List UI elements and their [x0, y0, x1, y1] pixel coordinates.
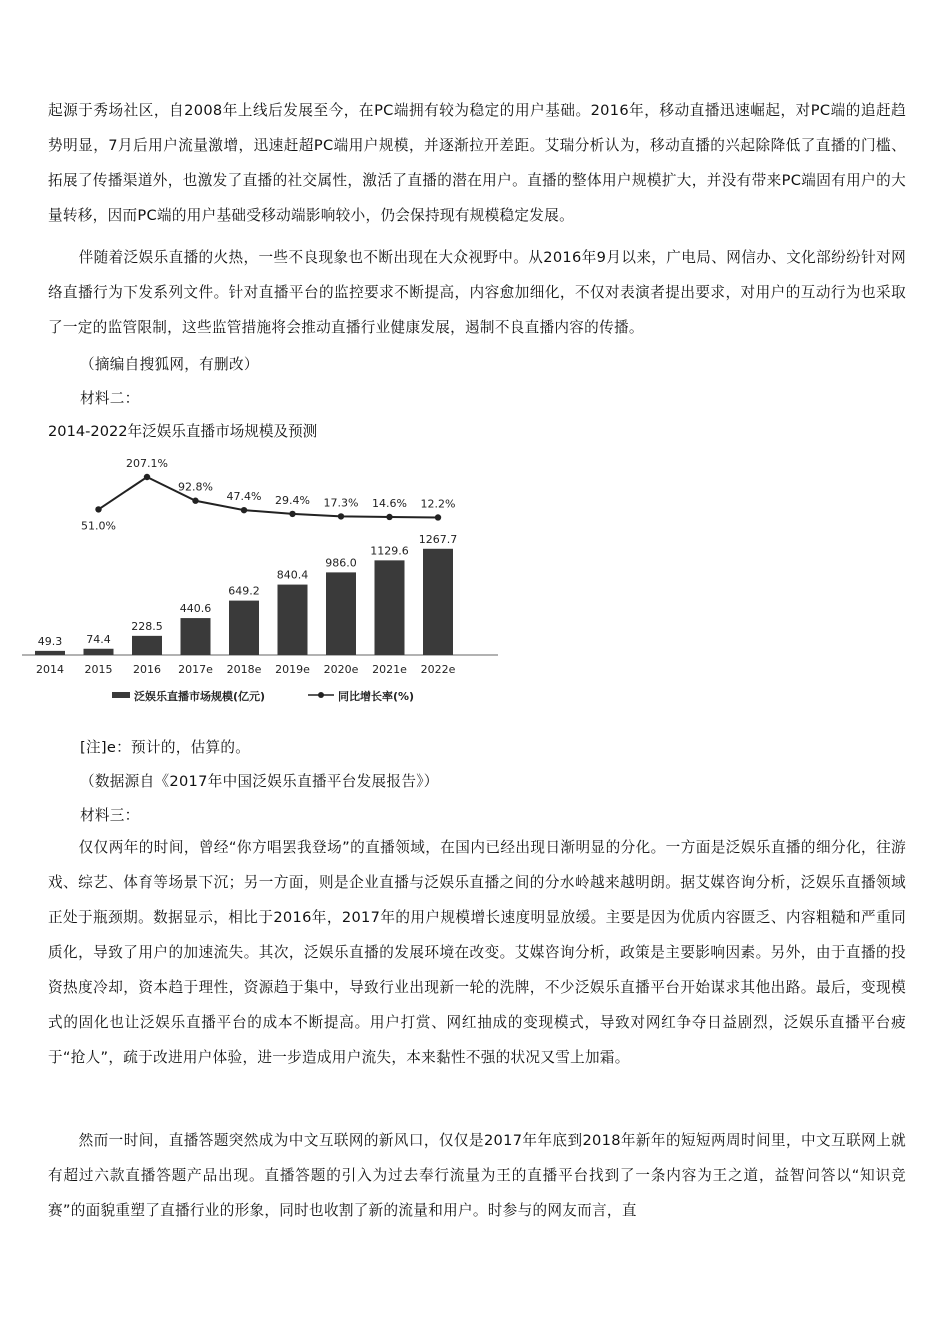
x-tick-label: 2022e	[420, 663, 456, 676]
x-tick-label: 2018e	[226, 663, 262, 676]
bar-2017e	[181, 618, 211, 655]
legend-line-marker	[318, 692, 324, 698]
bar-value-label: 228.5	[131, 619, 163, 633]
x-tick-label: 2019e	[275, 663, 310, 676]
chart-title: 2014-2022年泛娱乐直播市场规模及预测	[48, 423, 318, 440]
material-two-heading: 材料二：	[80, 390, 140, 407]
growth-point-2015	[95, 506, 101, 512]
growth-value-label: 92.8%	[178, 480, 213, 494]
growth-value-label: 17.3%	[323, 496, 359, 510]
paragraph-regulation: 伴随着泛娱乐直播的火热，一些不良现象也不断出现在大众视野中。从2016年9月以来，广电局、网信办、文化部纷纷针对网络直播行为下发系列文件。针对直播平台的监控要求不断提高，内容愈加细化，不仅对表演者提出要求，对用户的互动行为也采取了一定的监管限制，这些监管措施将会推动直播行业健康发展，遏制不良直播内容的传播。	[48, 249, 906, 336]
bar-2014	[35, 651, 65, 655]
x-tick-label: 2015	[84, 663, 113, 676]
x-tick-label: 2014	[36, 663, 64, 676]
growth-point-2016	[144, 474, 150, 480]
paragraph-intro: 起源于秀场社区，自2008年上线后发展至今，在PC端拥有较为稳定的用户基础。2016年，移动直播迅速崛起，对PC端的追赶趋势明显，7月后用户流量激增，迅速赶超PC端用户规模，并逐渐拉开差距。艾瑞分析认为，移动直播的兴起除降低了直播的门槛、拓展了传播渠道外，也激发了直播的社交属性，激活了直播的潜在用户。直播的整体用户规模扩大，并没有带来PC端固有用户的大量转移，因而PC端的用户基础受移动端影响较小，仍会保持现有规模稳定发展。	[48, 102, 906, 224]
material-three-heading: 材料三：	[80, 807, 140, 824]
bar-2018e	[229, 601, 259, 655]
source-note-2: （数据源自《2017年中国泛娱乐直播平台发展报告》）	[80, 773, 439, 790]
market-size-chart	[0, 440, 950, 720]
x-tick-label: 2020e	[323, 663, 359, 676]
growth-value-label: 14.6%	[372, 496, 407, 510]
x-tick-label: 2016	[133, 663, 161, 676]
bar-2022e	[423, 549, 453, 655]
growth-point-2018e	[241, 507, 247, 513]
growth-point-2021e	[386, 514, 392, 520]
growth-point-2019e	[289, 511, 295, 517]
bar-2016	[132, 636, 162, 655]
chart-note: [注]e：预计的，估算的。	[80, 739, 251, 756]
growth-value-label: 207.1%	[126, 457, 168, 470]
growth-value-label: 12.2%	[420, 497, 456, 511]
legend-bar-label: 泛娱乐直播市场规模(亿元)	[134, 690, 266, 703]
x-tick-label: 2021e	[372, 663, 407, 676]
legend-bar-swatch	[112, 692, 130, 698]
paragraph-live-quiz: 然而一时间，直播答题突然成为中文互联网的新风口，仅仅是2017年年底到2018年新年的短短两周时间里，中文互联网上就有超过六款直播答题产品出现。直播答题的引入为过去奉行流量为王的直播平台找到了一条内容为王之道，益智问答以“知识竞赛”的面貌重塑了直播行业的形象，同时也收割了新的流量和用户。时参与的网友而言，直	[48, 1132, 906, 1219]
bar-2021e	[375, 560, 405, 655]
growth-value-label: 29.4%	[275, 493, 310, 507]
bar-value-label: 649.2	[228, 584, 260, 598]
growth-point-2020e	[338, 513, 344, 519]
growth-point-2022e	[435, 514, 441, 520]
bar-2015	[84, 649, 114, 655]
bar-value-label: 1129.6	[370, 544, 409, 558]
x-tick-label: 2017e	[178, 663, 213, 676]
growth-point-2017e	[192, 498, 198, 504]
paragraph-material-three: 仅仅两年的时间，曾经“你方唱罢我登场”的直播领域，在国内已经出现日渐明显的分化。一方面是泛娱乐直播的细分化，往游戏、综艺、体育等场景下沉；另一方面，则是企业直播与泛娱乐直播之间的分水岭越来越明朗。据艾媒咨询分析，泛娱乐直播领域正处于瓶颈期。数据显示，相比于2016年，2017年的用户规模增长速度明显放缓。主要是因为优质内容匮乏、内容粗糙和严重同质化，导致了用户的加速流失。其次，泛娱乐直播的发展环境在改变。艾媒咨询分析，政策是主要影响因素。另外，由于直播的投资热度冷却，资本趋于理性，资源趋于集中，导致行业出现新一轮的洗牌，不少泛娱乐直播平台开始谋求其他出路。最后，变现模式的固化也让泛娱乐直播平台的成本不断提高。用户打赏、网红抽成的变现模式，导致对网红争夺日益剧烈，泛娱乐直播平台疲于“抢人”，疏于改进用户体验，进一步造成用户流失，本来黏性不强的状况又雪上加霜。	[48, 839, 906, 1066]
bar-value-label: 49.3	[37, 634, 63, 648]
bar-2020e	[326, 572, 356, 655]
bar-value-label: 1267.7	[418, 532, 458, 546]
bar-value-label: 440.6	[179, 602, 212, 616]
legend-line-label: 同比增长率(%)	[338, 690, 415, 703]
growth-value-label: 51.0%	[81, 519, 116, 533]
bar-value-label: 986.0	[325, 556, 357, 570]
source-note-1: （摘编自搜狐网，有删改）	[80, 356, 259, 373]
bar-value-label: 840.4	[276, 568, 309, 582]
growth-value-label: 47.4%	[226, 490, 262, 504]
bar-value-label: 74.4	[86, 632, 111, 646]
bar-2019e	[278, 585, 308, 655]
